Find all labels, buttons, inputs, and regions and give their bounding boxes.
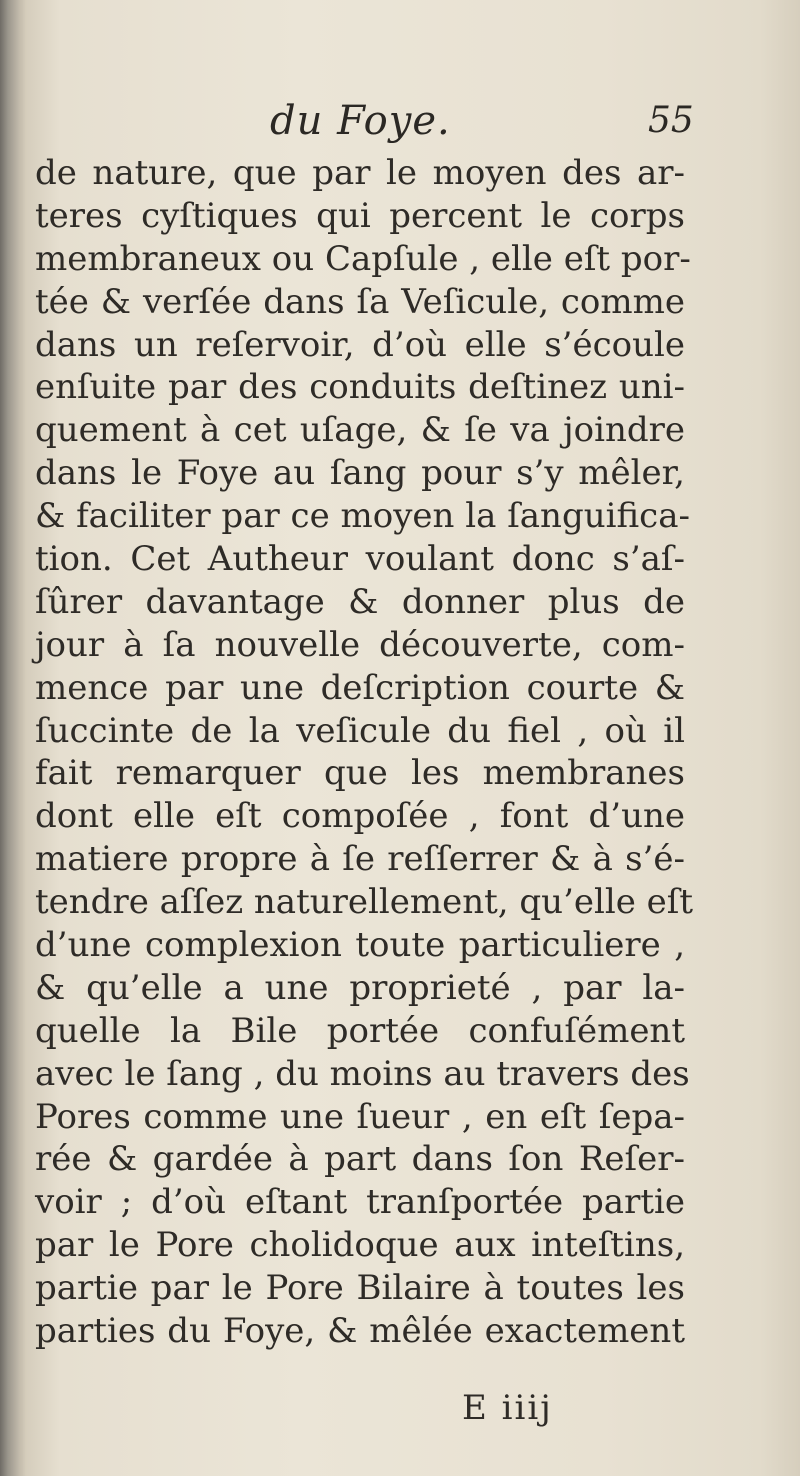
- text-line: fait remarquer que les membranes: [35, 753, 685, 794]
- text-line: ſuccinte de la veſicule du fiel , où il: [35, 710, 685, 751]
- page-number: 55: [648, 100, 694, 141]
- text-line: avec le ſang , du moins au travers des: [35, 1053, 690, 1094]
- text-line: voir ; d’où eſtant tranſportée partie: [35, 1182, 685, 1223]
- text-line: & faciliter par ce moyen la ſanguifica-: [35, 496, 690, 537]
- text-line: tée & verſée dans ſa Veſicule, comme: [35, 281, 685, 322]
- text-line: tendre aſſez naturellement, qu’elle eſt: [35, 882, 694, 923]
- text-line: partie par le Pore Bilaire à toutes les: [35, 1268, 685, 1309]
- text-line: membraneux ou Capſule , elle eſt por-: [35, 238, 691, 279]
- text-line: dont elle eſt compoſée , font d’une: [35, 796, 685, 837]
- text-line: parties du Foye, & mêlée exactement: [35, 1311, 685, 1352]
- text-line: quelle la Bile portée confuſément: [35, 1010, 685, 1051]
- text-line: teres cyſtiques qui percent le corps: [35, 195, 685, 236]
- text-line: quement à cet uſage, & ſe va joindre: [35, 410, 685, 451]
- text-line: d’une complexion toute particuliere ,: [35, 925, 685, 966]
- running-title: du Foye.: [270, 98, 451, 144]
- binding-gutter: [0, 0, 26, 1476]
- text-line: jour à ſa nouvelle découverte, com-: [35, 624, 685, 665]
- signature-mark: E iiij: [462, 1388, 553, 1428]
- text-line: & qu’elle a une proprieté , par la-: [35, 967, 685, 1008]
- text-line: dans un reſervoir, d’où elle s’écoule: [35, 324, 685, 365]
- text-line: par le Pore cholidoque aux inteſtins,: [35, 1225, 685, 1266]
- text-line: dans le Foye au ſang pour s’y mêler,: [35, 453, 685, 494]
- text-line: tion. Cet Autheur voulant donc s’aſ-: [35, 539, 685, 580]
- text-line: ſûrer davantage & donner plus de: [35, 581, 685, 622]
- body-text: [35, 152, 694, 1353]
- text-line: enſuite par des conduits deſtinez uni-: [35, 367, 685, 408]
- text-line: matiere propre à ſe reſſerrer & à s’é-: [35, 839, 685, 880]
- text-line: rée & gardée à part dans ſon Reſer-: [35, 1139, 685, 1180]
- text-line: Pores comme une ſueur , en eſt ſepa-: [35, 1096, 685, 1137]
- text-line: de nature, que par le moyen des ar-: [35, 153, 685, 193]
- text-line: mence par une deſcription courte &: [35, 667, 685, 708]
